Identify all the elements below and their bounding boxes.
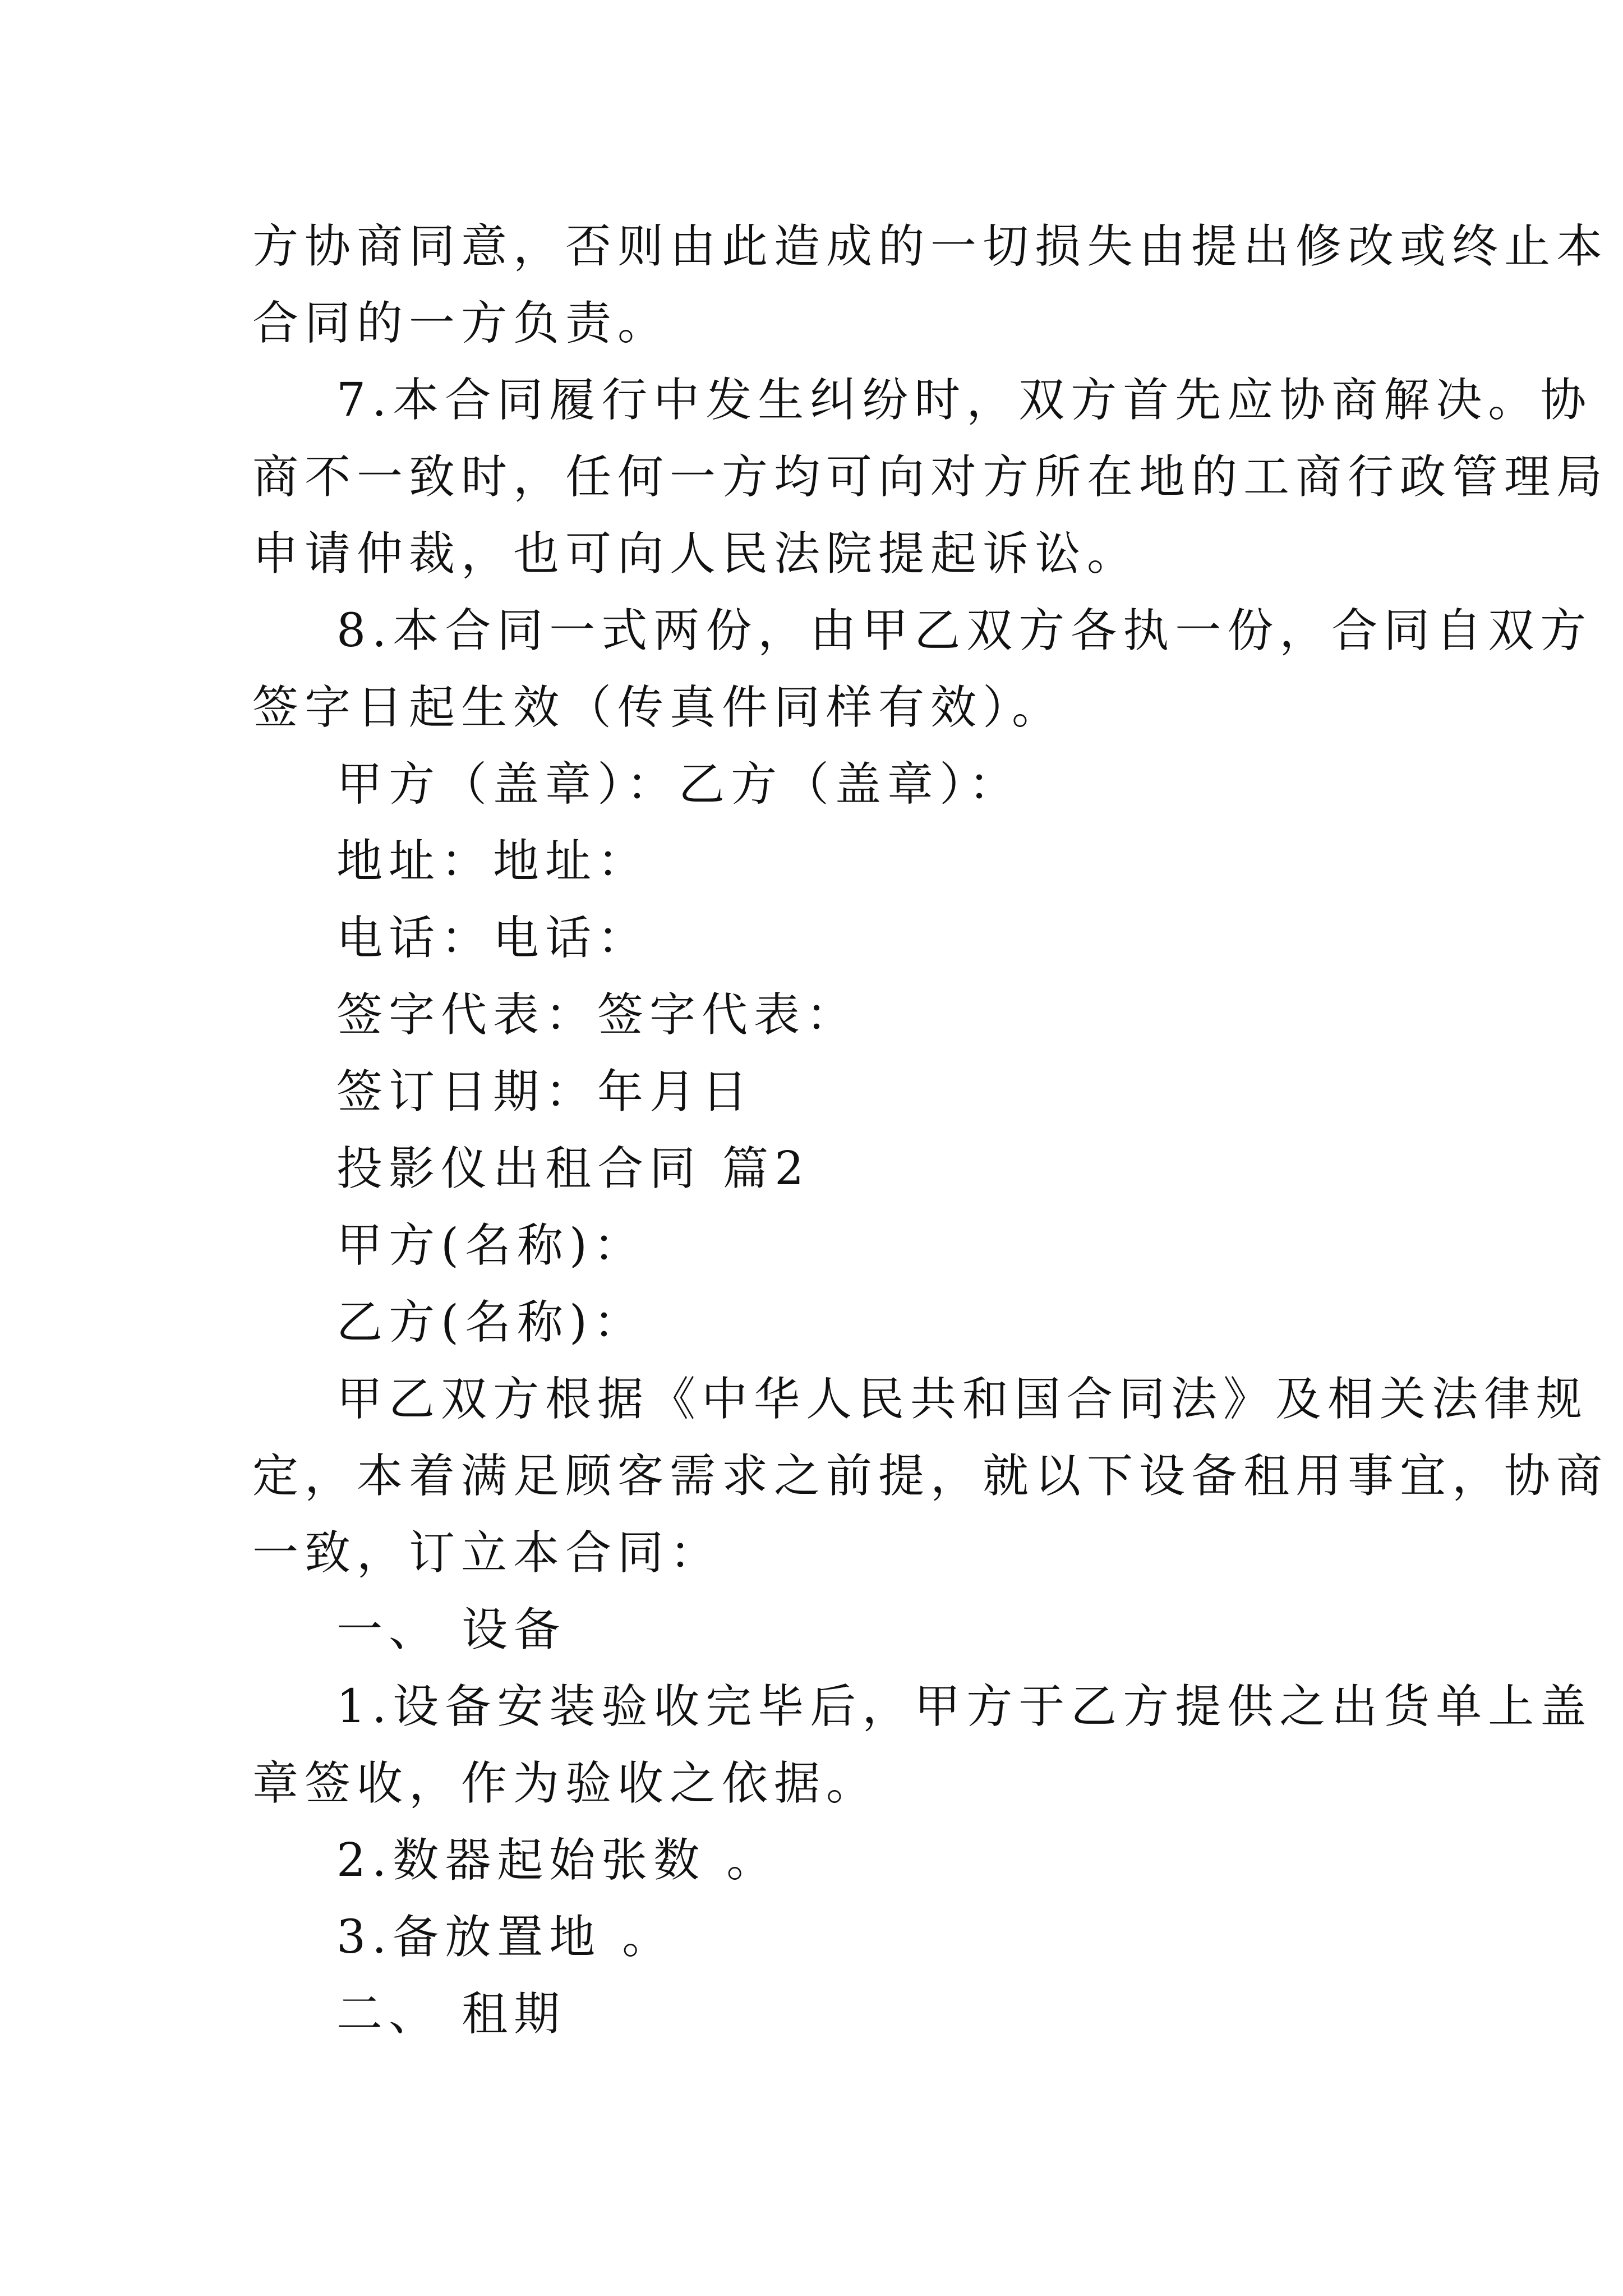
text-line: 申请仲裁，也可向人民法院提起诉讼。 bbox=[252, 527, 1140, 581]
text-line: 定，本着满足顾客需求之前提，就以下设备租用事宜，协商 bbox=[252, 1450, 1609, 1503]
text-line: 3.备放置地 。 bbox=[336, 1911, 675, 1964]
text-line: 合同的一方负责。 bbox=[252, 297, 670, 350]
text-line: 章签收，作为验收之依据。 bbox=[252, 1757, 879, 1810]
text-line: 甲方（盖章）：乙方（盖章）： bbox=[336, 758, 1021, 811]
text-line: 方协商同意，否则由此造成的一切损失由提出修改或终止本 bbox=[252, 220, 1609, 273]
text-line: 签字日起生效（传真件同样有效）。 bbox=[252, 681, 1064, 734]
text-line: 签字代表：签字代表： bbox=[336, 988, 859, 1042]
text-line: 电话：电话： bbox=[336, 912, 650, 965]
text-line: 地址：地址： bbox=[336, 835, 650, 888]
section-heading: 二、 租期 bbox=[336, 1987, 566, 2041]
text-line: 2.数器起始张数 。 bbox=[336, 1834, 779, 1887]
text-line: 商不一致时，任何一方均可向对方所在地的工商行政管理局 bbox=[252, 450, 1609, 504]
section-heading: 投影仪出租合同 篇2 bbox=[336, 1142, 810, 1195]
text-line: 甲方(名称)： bbox=[336, 1219, 645, 1272]
section-heading: 一、 设备 bbox=[336, 1603, 566, 1657]
text-line: 一致，订立本合同： bbox=[252, 1526, 722, 1580]
text-line: 乙方(名称)： bbox=[336, 1296, 645, 1349]
text-line: 7.本合同履行中发生纠纷时，双方首先应协商解决。协 bbox=[336, 374, 1593, 427]
text-line: 甲乙双方根据《中华人民共和国合同法》及相关法律规 bbox=[336, 1373, 1589, 1426]
text-line: 签订日期：年月日 bbox=[336, 1065, 754, 1119]
text-line: 1.设备安装验收完毕后，甲方于乙方提供之出货单上盖 bbox=[336, 1680, 1593, 1733]
text-line: 8.本合同一式两份，由甲乙双方各执一份，合同自双方 bbox=[336, 604, 1593, 657]
